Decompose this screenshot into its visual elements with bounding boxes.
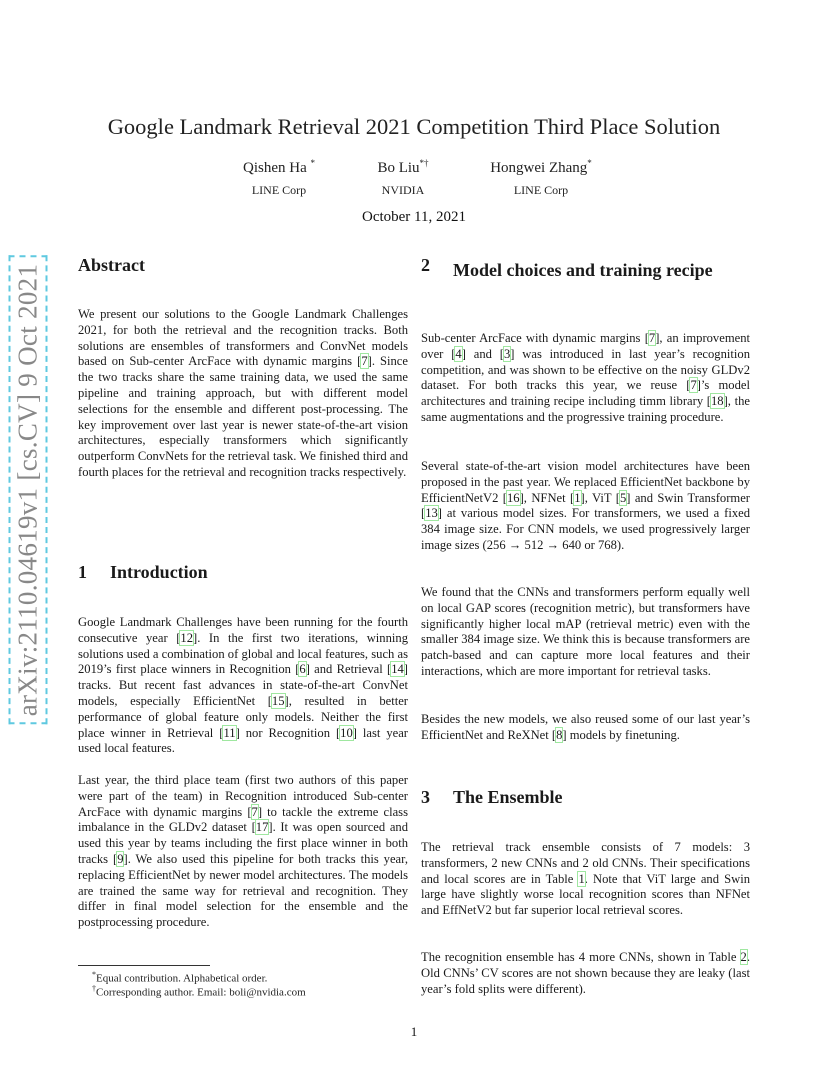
intro-paragraph-2: Last year, the third place team (first two authors of this paper were part of the team) in Recognition introduced Sub-center ArcFace with dynamic margins [7] to tackle the extreme class imbalance in the GLDv2 dataset [17]. It was open sourced and used this year by teams including the first place winner in both tracks [9]. We also used this pipeline for both tracks this year, replacing EfficientNet by newer model architectures. The models are trained the same way for retrieval and recognition. They differ in final model selection for the ensemble and the postprocessing procedure.	[78, 773, 408, 930]
footnote: *Equal contribution. Alphabetical order.	[92, 970, 268, 985]
citation-link[interactable]: 9	[117, 851, 124, 866]
footnote-rule	[78, 965, 210, 966]
citation-link[interactable]: 7	[361, 354, 368, 369]
model-paragraph-4: Besides the new models, we also reused some of our last year’s EfficientNet and ReXNet [8] models by finetuning.	[421, 712, 750, 742]
abstract-text: We present our solutions to the Google Landmark Challenges 2021, for both the retrieval and the recognition tracks. Both solutions are ensembles of transformers and ConvNet models based on Sub-center ArcFace with dynamic margins [7]. Since the two tracks share the same training data, we used the same pipeline and training approach, but with different model selections for the ensemble and different post-processing. The key improvement over last year is newer state-of-the-art vision architectures, especially transformers which significantly outperform ConvNets for the retrieval task. We finished third and fourth places for the retrieval and recognition tracks respectively.	[78, 307, 408, 479]
citation-link[interactable]: 18	[711, 394, 724, 409]
author-affiliation: NVIDIA	[381, 183, 425, 197]
model-paragraph-3: We found that the CNNs and transformers perform equally well on local GAP scores (recognition metric), but transformers have significantly higher local mAP (retrieval metric) even with the smaller 384 image size. We think this is because transformers are patch-based and can capture more local features and their interactions, which are more important for retrieval tasks.	[421, 585, 750, 678]
model-paragraph-2: Several state-of-the-art vision model architectures have been proposed in the past year. We replaced EfficientNet backbone by EfficientNetV2 [16], NFNet [1], ViT [5] and Swin Transformer [13] at various model sizes. For transformers, we used a fixed 384 image size. For CNN models, we used progressively larger image sizes (256 → 512 → 640 or 768).	[421, 459, 750, 552]
citation-link[interactable]: 6	[299, 662, 306, 677]
author-block	[478, 158, 604, 198]
table-link[interactable]: 2	[740, 950, 747, 964]
citation-link[interactable]: 7	[251, 804, 258, 819]
footnote: †Corresponding author. Email: boli@nvidia.com	[92, 984, 306, 999]
model-paragraph-1: Sub-center ArcFace with dynamic margins [7], an improvement over [4] and [3] was introduced in last year’s recognition competition, and was shown to be effective on the noisy GLDv2 dataset. For both tracks this year, we reuse [7]’s model architectures and training recipe including timm library [18], the same augmentations and the progressive training procedure.	[421, 331, 751, 424]
citation-link[interactable]: 11	[223, 725, 236, 740]
author-affiliation: LINE Corp	[251, 183, 307, 197]
paper-title: Google Landmark Retrieval 2021 Competition Third Place Solution	[107, 114, 721, 139]
author-name: Bo Liu*†	[377, 158, 429, 176]
section-model-choices	[421, 255, 761, 282]
citation-link[interactable]: 16	[507, 490, 520, 505]
author-block	[358, 158, 448, 198]
section-ensemble	[421, 787, 750, 807]
author-name: Hongwei Zhang*	[490, 158, 592, 176]
citation-link[interactable]: 5	[619, 490, 627, 505]
citation-link[interactable]: 8	[556, 727, 563, 742]
section-introduction	[78, 562, 408, 582]
ensemble-paragraph-2: The recognition ensemble has 4 more CNNs, shown in Table 2. Old CNNs’ CV scores are not shown because they are leaky (last year’s fold splits were different).	[421, 950, 750, 996]
intro-paragraph-1: Google Landmark Challenges have been running for the fourth consecutive year [12]. In the first two iterations, winning solutions used a combination of global and local features, such as 2019’s first place winners in Recognition [6] and Retrieval [14] tracks. But recent fast advances in state-of-the-art ConvNet models, especially EfficientNet [15], resulted in better performance of global feature only models. Neither the first place winner in Retrieval [11] nor Recognition [10] last year used local features.	[78, 615, 409, 756]
table-link[interactable]: 1	[578, 871, 585, 886]
paper-date: October 11, 2021	[361, 209, 466, 225]
citation-link[interactable]: 1	[574, 490, 581, 505]
section-heading: 2 Model choices and training recipe	[421, 255, 713, 280]
author-block	[224, 158, 334, 198]
citation-link[interactable]: 4	[455, 346, 462, 361]
section-heading: 3 The Ensemble	[421, 787, 563, 807]
ensemble-paragraph-1: The retrieval track ensemble consists of 7 models: 3 transformers, 2 new CNNs and 2 old CNNs. Their specifications and local scores are in Table 1. Note that ViT large and Swin large have slightly worse local recognition scores than NFNet and EffNetV2 but far superior local retrieval scores.	[421, 840, 751, 918]
page-number: 1	[410, 1024, 418, 1039]
citation-link[interactable]: 3	[503, 346, 511, 361]
arxiv-identifier[interactable]: arXiv:2110.04619v1 [cs.CV] 9 Oct 2021	[9, 256, 48, 725]
author-affiliation: LINE Corp	[513, 183, 569, 197]
arxiv-sidebar	[8, 263, 48, 717]
citation-link[interactable]: 13	[425, 506, 438, 521]
citation-link[interactable]: 10	[340, 725, 353, 740]
citation-link[interactable]: 17	[255, 820, 269, 835]
citation-link[interactable]: 12	[180, 630, 194, 645]
abstract-heading: Abstract	[78, 255, 145, 275]
citation-link[interactable]: 7	[690, 378, 697, 393]
section-heading: 1 Introduction	[78, 562, 208, 582]
author-name: Qishen Ha *	[243, 158, 315, 176]
citation-link[interactable]: 14	[391, 662, 404, 677]
abstract-section	[78, 255, 408, 275]
citation-link[interactable]: 15	[271, 693, 285, 708]
citation-link[interactable]: 7	[648, 331, 656, 345]
